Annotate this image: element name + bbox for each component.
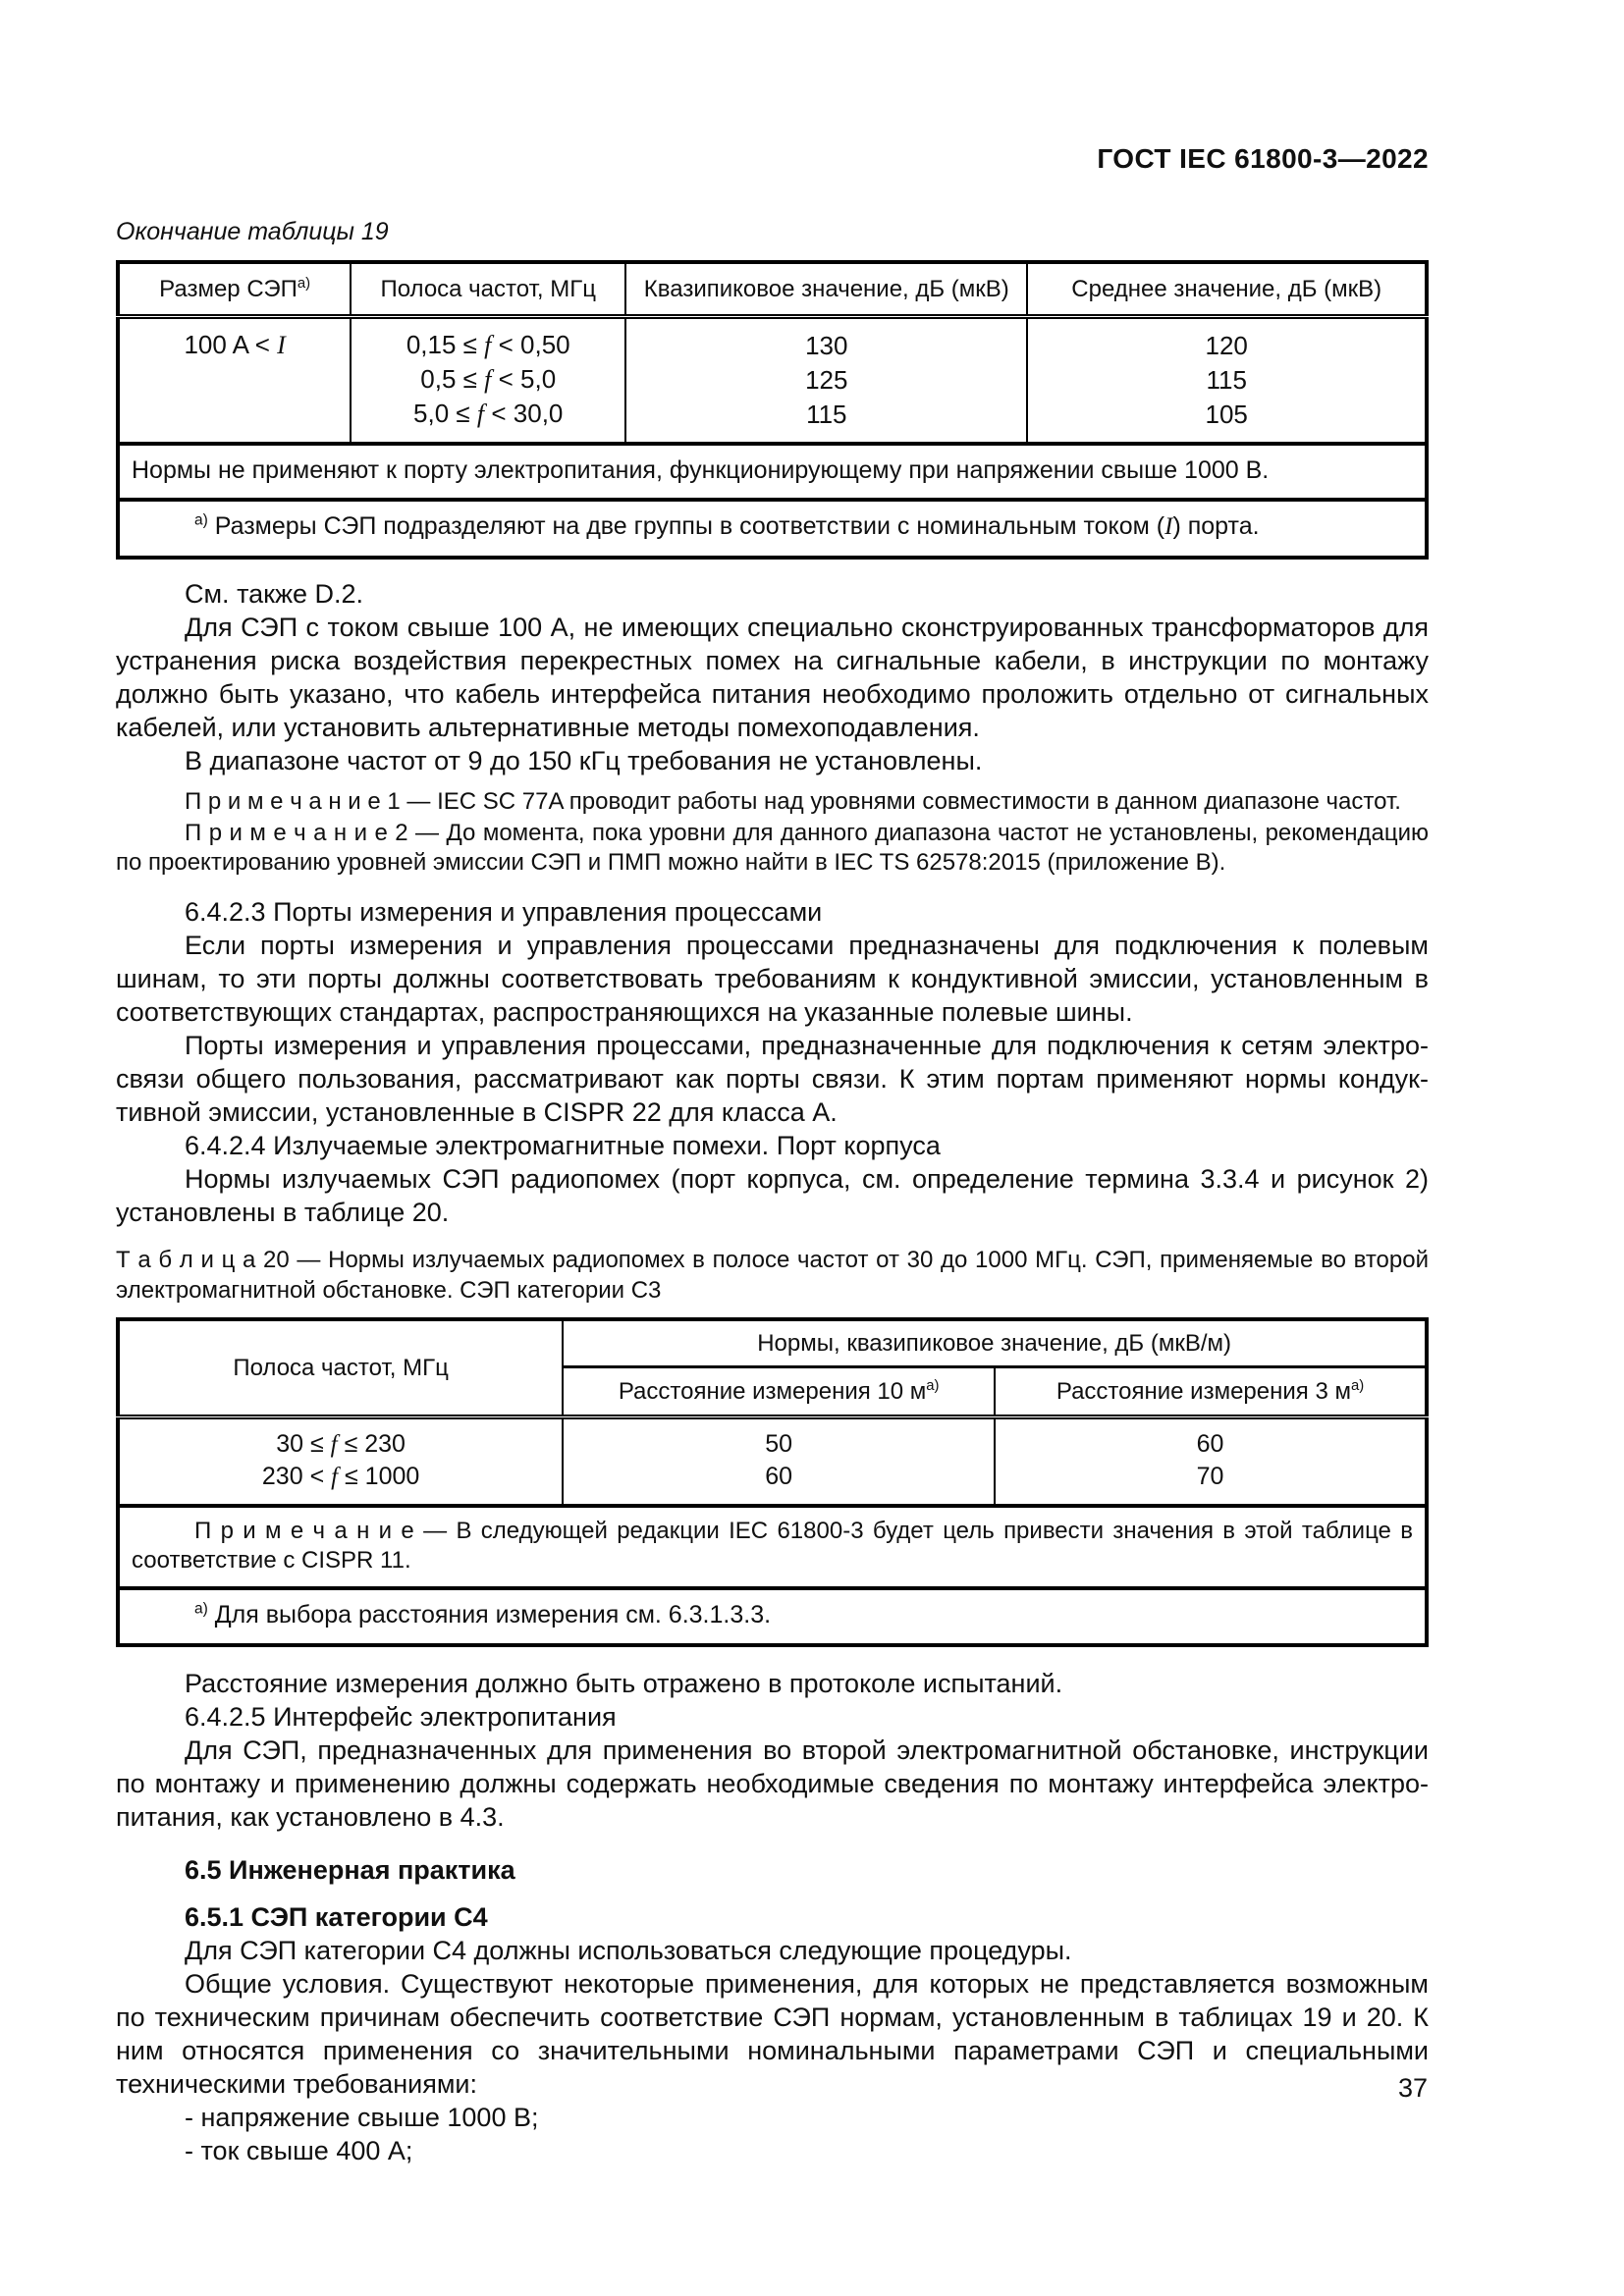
paragraph-see-also: См. также D.2.: [185, 579, 364, 609]
content-column: [116, 0, 1429, 2167]
paragraph-distance: Расстояние измерения должно быть отражено в протоколе испытаний.: [185, 1669, 1063, 1698]
footnote-mark: а): [194, 511, 208, 529]
note-1: П р и м е ч а н и е 1 — IEC SC 77A проводит работы над уровнями совместимости в данном диапазоне частот.: [185, 788, 1401, 815]
list-item-voltage: - напряжение свыше 1000 В;: [185, 2103, 539, 2132]
paragraph-transformers: Для СЭП с током свыше 100 А, не имеющих специально сконструированных трансформаторов для устранения риска воздействия перекрестных помех на сигнальные кабели, в инструкции по монтажу должно быть указано, что кабель интерфейса питания необходимо проложить отдельно от сигнальных кабелей, или установить альтернативные методы помехоподавления.: [116, 613, 1429, 742]
footnote-mark: а): [194, 1600, 208, 1618]
paragraph-general-conditions: Общие условия. Существуют некоторые применения, для которых не представляется возможным по техническим причинам обеспечить соответствие СЭП нормам, установленным в таблицах 19 и 20. К ним относятся применения со значительными номинальными параметрами СЭП и специальными техническими требованиями:: [116, 1969, 1429, 2099]
table19-header-quasi: Квазипиковое значение, дБ (мкВ): [625, 262, 1027, 317]
footnote-mark: а): [926, 1378, 940, 1394]
table20-header-distance-3m: Расстояние измерения 3 $м^{а)}$: [995, 1367, 1427, 1417]
table-20: [116, 1317, 1429, 1647]
heading-6-5-1: 6.5.1 СЭП категории C4: [185, 1902, 488, 1932]
heading-6-4-2-3: 6.4.2.3 Порты измерения и управления процессами: [185, 897, 823, 927]
table20-caption: Т а б л и ц а 20 — Нормы излучаемых радиопомех в полосе частот от 30 до 1000 МГц. СЭП, применяемые во второй электромагнитной обстановке. СЭП категории C3: [116, 1247, 1429, 1304]
table20-header-distance-10m: Расстояние измерения 10 $м^{а)}$: [563, 1367, 995, 1417]
band-cell: 30 ≤ f ≤ 230: [118, 1417, 563, 1462]
band-cell: 0,15 ≤ f < 0,50: [351, 317, 625, 363]
heading-6-4-2-5: 6.4.2.5 Интерфейс электропитания: [185, 1702, 617, 1732]
heading-6-4-2-4: 6.4.2.4 Излучаемые электромагнитные помехи. Порт корпуса: [185, 1131, 941, 1160]
table-row: [118, 1461, 1427, 1506]
avg-cell: 115: [1027, 362, 1427, 397]
quasi-cell: 130: [625, 317, 1027, 363]
page-number: 37: [1397, 2073, 1428, 2103]
table19-note-row: [118, 444, 1427, 500]
paragraph-fieldbus: Если порты измерения и управления процессами предназначены для подключения к полевым шинам, то эти порты должны соответствовать требованиям к кондуктивной эмиссии, установленным в соответствующих стандартах, распространяющихся на указанные полевые шины.: [116, 931, 1429, 1027]
table20-footnote-row: [118, 1588, 1427, 1645]
table20-note: П р и м е ч а н и е — В следующей редакции IEC 61800-3 будет цель привести значения в этой таблице в соответствие с CISPR 11.: [118, 1506, 1427, 1588]
paragraph-telecom: Порты измерения и управления процессами, предназначенные для подключения к сетям электросвязи общего пользования, рассматривают как порты связи. К этим портам применяют нормы кондуктивной эмиссии, установленные в CISPR 22 для класса А.: [116, 1031, 1429, 1127]
avg-cell: 105: [1027, 397, 1427, 444]
table19-header-size: [118, 262, 351, 317]
size-variable: I: [277, 331, 286, 359]
heading-6-5: 6.5 Инженерная практика: [185, 1855, 515, 1885]
table19-size-cell: [118, 317, 351, 445]
table19-footnote-row: [118, 500, 1427, 558]
avg-cell: 120: [1027, 317, 1427, 363]
table20-footnote: $^{а)}$ Для выбора расстояния измерения см. 6.3.1.3.3.: [118, 1588, 1427, 1645]
distance-10m-cell: 60: [563, 1461, 995, 1506]
table20-header-row-1: [118, 1319, 1427, 1367]
paragraph-radiated: Нормы излучаемых СЭП радиопомех (порт корпуса, см. определение термина 3.3.4 и рисунок 2) установлены в таблице 20.: [116, 1164, 1429, 1227]
list-item-current: - ток свыше 400 А;: [185, 2136, 413, 2165]
table19-caption: Окончание таблицы 19: [116, 218, 389, 245]
table19-header-band: Полоса частот, МГц: [351, 262, 625, 317]
table19-footnote: $^{а)}$ Размеры СЭП подразделяют на две группы в соответствии с номинальным током (I) порта.: [118, 500, 1427, 558]
table20-header-band: Полоса частот, МГц: [118, 1319, 563, 1417]
footnote-mark: а): [1350, 1378, 1365, 1394]
paragraph-c4-procedures: Для СЭП категории C4 должны использоваться следующие процедуры.: [185, 1936, 1072, 1965]
table20-header-norm: Нормы, квазипиковое значение, дБ (мкВ/м): [563, 1319, 1427, 1367]
table19-header-size-footnote-mark: а): [297, 276, 311, 292]
band-cell: 0,5 ≤ f < 5,0: [351, 362, 625, 397]
quasi-cell: 125: [625, 362, 1027, 397]
distance-3m-cell: 70: [995, 1461, 1427, 1506]
table19-note: Нормы не применяют к порту электропитания, функционирующему при напряжении свыше 1000 В.: [118, 444, 1427, 500]
band-cell: 5,0 ≤ f < 30,0: [351, 397, 625, 444]
doc-header: ГОСТ IEC 61800-3—2022: [1097, 143, 1429, 174]
paragraph-frequency-range: В диапазоне частот от 9 до 150 кГц требования не установлены.: [185, 746, 983, 775]
note-2: П р и м е ч а н и е 2 — До момента, пока уровни для данного диапазона частот не установлены, рекомендацию по проектированию уровней эмиссии СЭП и ПМП можно найти в IEC TS 62578:2015 (приложение B).: [116, 820, 1429, 876]
table-row: [118, 317, 1427, 363]
table19-header-avg: Среднее значение, дБ (мкВ): [1027, 262, 1427, 317]
size-value: 100 A <: [184, 330, 278, 359]
table19-header-size-text: Размер СЭП: [159, 276, 298, 302]
paragraph-interface: Для СЭП, предназначенных для применения во второй электромагнитной обстановке, инструкции по монтажу и применению должны содержать необходимые сведения по монтажу интерфейса электропитания, как установлено в 4.3.: [116, 1735, 1429, 1832]
distance-3m-cell: 60: [995, 1417, 1427, 1462]
table-19: [116, 260, 1429, 560]
distance-10m-cell: 50: [563, 1417, 995, 1462]
band-cell: 230 < f ≤ 1000: [118, 1461, 563, 1506]
quasi-cell: 115: [625, 397, 1027, 444]
table20-note-row: [118, 1506, 1427, 1588]
table-row: [118, 1417, 1427, 1462]
table19-header-row: [118, 262, 1427, 317]
